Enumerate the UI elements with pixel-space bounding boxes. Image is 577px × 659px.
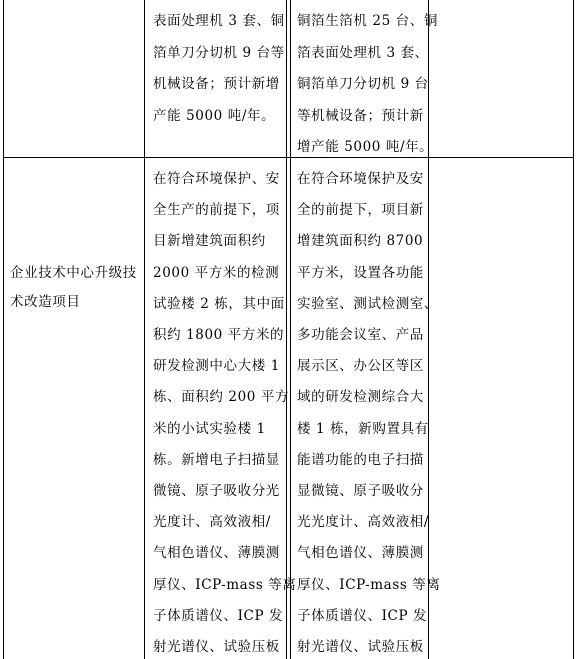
text-line: 在符合环境保护、安 [153, 171, 280, 187]
text-line: 增产能 5000 吨/年。 [297, 139, 434, 155]
text-line: 光度计、高效液相/ [153, 514, 271, 531]
text-line: 积约 1800 平方米的 [153, 327, 285, 343]
text-line: 试验楼 2 栋，其中面 [153, 295, 285, 312]
text-line: 企业技术中心升级技 [10, 265, 137, 281]
text-line: 微镜、原子吸收分光 [153, 483, 280, 499]
text-line: 域的研发检测综合大 [297, 389, 424, 406]
text-line: 子体质谱仪、ICP 发 [297, 607, 428, 624]
text-line: 楼 1 栋，新购置具有 [297, 420, 429, 437]
text-line: 展示区、办公区等区 [297, 358, 424, 375]
text-line: 平方米，设置各功能 [297, 264, 424, 281]
text-line: 栋、面积约 200 平方 [153, 389, 290, 406]
text-line: 厚仪、ICP-mass 等离 [297, 576, 441, 593]
text-line: 铜箔生箔机 25 台、铜 [297, 13, 438, 29]
text-line: 栋。新增电子扫描显 [153, 451, 280, 468]
text-line: 气相色谱仪、薄膜测 [153, 545, 280, 562]
row2-cell-col-b [297, 158, 441, 659]
text-line: 研发检测中心大楼 1 [153, 358, 280, 375]
table-divider-1 [144, 0, 145, 659]
text-line: 气相色谱仪、薄膜测 [297, 545, 424, 562]
row2-project-name [10, 158, 143, 658]
row1-cell-col-a [153, 0, 285, 157]
text-line: 箔表面处理机 3 套、 [297, 44, 429, 61]
text-line: 多功能会议室、产品 [297, 327, 424, 343]
text-line: 能谱功能的电子扫描 [297, 451, 424, 468]
row2-cell-col-a [153, 158, 297, 659]
text-line: 厚仪、ICP-mass 等离 [153, 576, 297, 593]
text-line: 子体质谱仪、ICP 发 [153, 607, 284, 624]
text-line: 全生产的前提下，项 [153, 202, 280, 219]
table-border-left [3, 0, 4, 659]
text-line: 2000 平方米的检测 [153, 264, 280, 281]
text-line: 光光度计、高效液相/ [297, 514, 430, 531]
table-divider-3 [290, 0, 291, 659]
text-line: 全的前提下，项目新 [297, 202, 424, 219]
text-line: 目新增建筑面积约 [153, 233, 266, 250]
text-line: 射光谱仪、试验压板 [297, 639, 424, 655]
text-line: 射光谱仪、试验压板 [153, 639, 280, 655]
text-line: 机械设备；预计新增 [153, 76, 280, 92]
text-line: 在符合环境保护及安 [297, 171, 424, 187]
table-divider-4 [428, 0, 429, 659]
text-line: 产能 5000 吨/年。 [153, 107, 276, 124]
text-line: 实验室、测试检测室、 [297, 295, 438, 312]
text-line: 术改造项目 [10, 294, 81, 310]
text-line: 等机械设备；预计新 [297, 107, 424, 124]
text-line: 显微镜、原子吸收分 [297, 483, 424, 499]
text-line: 增建筑面积约 8700 [297, 233, 424, 250]
text-line: 米的小试实验楼 1 [153, 420, 266, 437]
table-border-right [573, 0, 574, 659]
row1-cell-col-b [297, 0, 438, 157]
text-line: 箔单刀分切机 9 台等 [153, 44, 285, 61]
table-divider-2 [286, 0, 287, 659]
text-line: 表面处理机 3 套、铜 [153, 13, 285, 29]
text-line: 铜箔单刀分切机 9 台 [297, 76, 429, 92]
